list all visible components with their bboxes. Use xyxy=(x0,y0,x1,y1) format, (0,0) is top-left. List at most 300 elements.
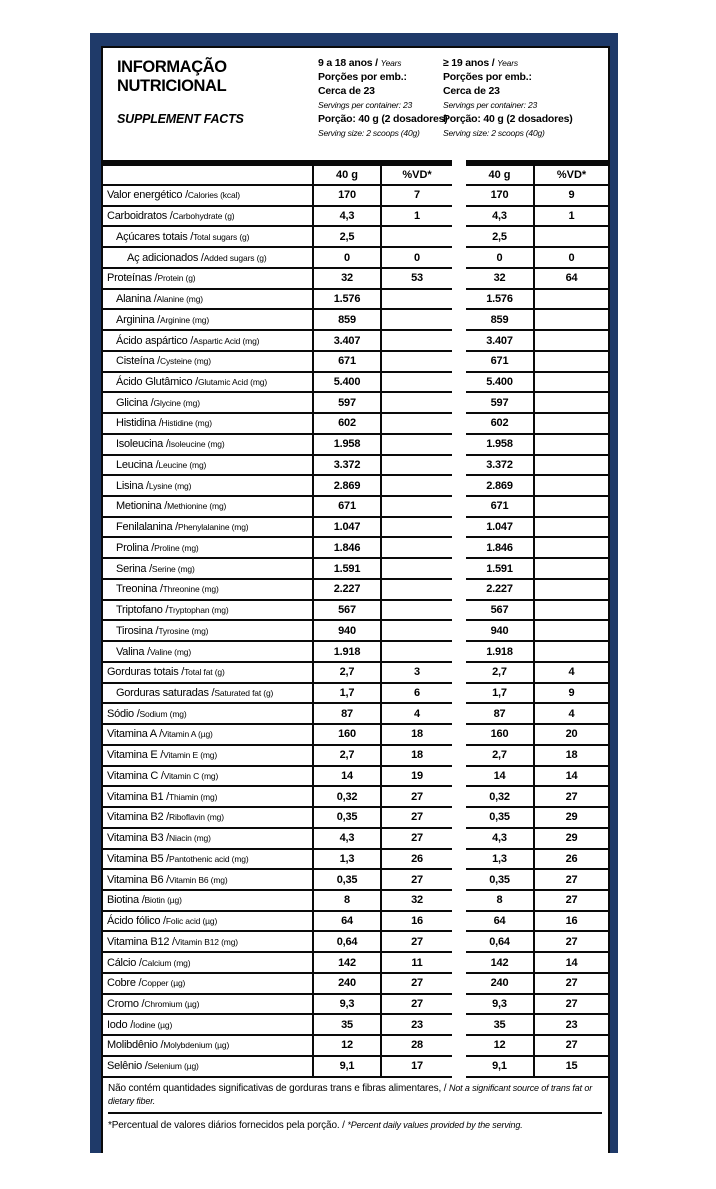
nutrient-name: Triptofano / Tryptophan (mg) xyxy=(103,601,314,622)
percent-dv-19plus: 20 xyxy=(535,725,608,746)
percent-dv-9-18: 27 xyxy=(382,995,452,1016)
nutrient-name: Ácido Glutâmico / Glutamic Acid (mg) xyxy=(103,373,314,394)
percent-dv-9-18 xyxy=(382,456,452,477)
column-gap xyxy=(452,870,466,891)
amount-per-40g-9-18: 87 xyxy=(314,704,382,725)
amount-per-40g-9-18: 940 xyxy=(314,621,382,642)
amount-per-40g-19plus: 160 xyxy=(466,725,535,746)
percent-dv-19plus: 1 xyxy=(535,207,608,228)
percent-dv-9-18 xyxy=(382,352,452,373)
nutrient-row xyxy=(103,373,608,394)
percent-dv-9-18: 27 xyxy=(382,829,452,850)
nutrient-row xyxy=(103,538,608,559)
nutrient-name: Vitamina B1 / Thiamin (mg) xyxy=(103,787,314,808)
column-gap xyxy=(452,290,466,311)
amount-per-40g-19plus: 1.576 xyxy=(466,290,535,311)
nutrient-row xyxy=(103,456,608,477)
percent-dv-9-18 xyxy=(382,621,452,642)
column-gap xyxy=(452,601,466,622)
percent-dv-19plus: 27 xyxy=(535,870,608,891)
nutrient-name: Molibdênio / Molybdenium (µg) xyxy=(103,1036,314,1057)
amount-per-40g-9-18: 3.372 xyxy=(314,456,382,477)
column-gap xyxy=(452,684,466,705)
percent-dv-9-18: 19 xyxy=(382,767,452,788)
percent-dv-19plus xyxy=(535,435,608,456)
column-gap xyxy=(452,160,466,186)
amount-per-40g-19plus: 940 xyxy=(466,621,535,642)
amount-per-40g-19plus: 0,64 xyxy=(466,932,535,953)
nutrient-name: Aç adicionados / Added sugars (g) xyxy=(103,248,314,269)
percent-dv-19plus xyxy=(535,290,608,311)
percent-dv-19plus xyxy=(535,414,608,435)
amount-per-40g-19plus: 671 xyxy=(466,497,535,518)
percent-dv-9-18: 27 xyxy=(382,974,452,995)
percent-dv-19plus: 4 xyxy=(535,704,608,725)
nutrient-row xyxy=(103,974,608,995)
amount-per-40g-19plus: 1.918 xyxy=(466,642,535,663)
percent-dv-9-18: 27 xyxy=(382,870,452,891)
amount-per-40g-19plus: 9,1 xyxy=(466,1057,535,1078)
percent-dv-9-18 xyxy=(382,227,452,248)
column-gap xyxy=(452,829,466,850)
column-gap xyxy=(452,974,466,995)
nutrient-name: Carboidratos / Carbohydrate (g) xyxy=(103,207,314,228)
percent-dv-9-18 xyxy=(382,393,452,414)
amount-per-40g-19plus: 2,7 xyxy=(466,663,535,684)
amount-per-40g-9-18: 0 xyxy=(314,248,382,269)
percent-dv-19plus: 27 xyxy=(535,787,608,808)
percent-dv-19plus: 14 xyxy=(535,953,608,974)
percent-dv-19plus xyxy=(535,456,608,477)
amount-per-40g-19plus: 14 xyxy=(466,767,535,788)
percent-dv-19plus: 27 xyxy=(535,891,608,912)
nutrient-row xyxy=(103,414,608,435)
percent-dv-9-18 xyxy=(382,373,452,394)
amount-per-40g-9-18: 9,3 xyxy=(314,995,382,1016)
col-header-amount-g1: 40 g xyxy=(314,160,382,186)
servings-line-en: Servings per container: 23 xyxy=(443,100,538,110)
nutrient-name: Ácido fólico / Folic acid (µg) xyxy=(103,912,314,933)
amount-per-40g-9-18: 240 xyxy=(314,974,382,995)
column-gap xyxy=(452,932,466,953)
amount-per-40g-19plus: 4,3 xyxy=(466,829,535,850)
nutrient-rows xyxy=(103,186,608,1078)
amount-per-40g-9-18: 2,5 xyxy=(314,227,382,248)
amount-per-40g-9-18: 0,35 xyxy=(314,870,382,891)
nutrient-row xyxy=(103,207,608,228)
nutrient-name: Isoleucina / Isoleucine (mg) xyxy=(103,435,314,456)
amount-per-40g-9-18: 859 xyxy=(314,310,382,331)
percent-dv-19plus xyxy=(535,393,608,414)
amount-per-40g-19plus: 8 xyxy=(466,891,535,912)
title-block xyxy=(117,58,244,126)
label-header xyxy=(103,48,608,160)
servings-line-2: Cerca de 23 xyxy=(443,85,500,97)
percent-dv-19plus xyxy=(535,580,608,601)
nutrient-name: Selênio / Selenium (µg) xyxy=(103,1057,314,1078)
amount-per-40g-9-18: 4,3 xyxy=(314,207,382,228)
amount-per-40g-19plus: 2,7 xyxy=(466,746,535,767)
amount-per-40g-19plus: 87 xyxy=(466,704,535,725)
nutrient-row xyxy=(103,704,608,725)
nutrient-name: Treonina / Threonine (mg) xyxy=(103,580,314,601)
amount-per-40g-19plus: 1.846 xyxy=(466,538,535,559)
percent-dv-9-18: 27 xyxy=(382,808,452,829)
column-gap xyxy=(452,995,466,1016)
servings-line-2: Cerca de 23 xyxy=(318,85,375,97)
column-gap xyxy=(452,642,466,663)
age-group-2-range-en: Years xyxy=(497,58,518,68)
percent-dv-19plus xyxy=(535,476,608,497)
amount-per-40g-9-18: 602 xyxy=(314,414,382,435)
amount-per-40g-9-18: 2.869 xyxy=(314,476,382,497)
percent-dv-19plus: 29 xyxy=(535,829,608,850)
nutrient-row xyxy=(103,684,608,705)
nutrient-row xyxy=(103,248,608,269)
amount-per-40g-9-18: 9,1 xyxy=(314,1057,382,1078)
percent-dv-9-18 xyxy=(382,414,452,435)
percent-dv-9-18 xyxy=(382,290,452,311)
nutrition-label-frame xyxy=(90,33,618,1153)
column-gap xyxy=(452,808,466,829)
amount-per-40g-9-18: 4,3 xyxy=(314,829,382,850)
column-gap xyxy=(452,227,466,248)
nutrient-name: Vitamina B6 / Vitamin B6 (mg) xyxy=(103,870,314,891)
column-gap xyxy=(452,518,466,539)
amount-per-40g-19plus: 0,32 xyxy=(466,787,535,808)
amount-per-40g-19plus: 12 xyxy=(466,1036,535,1057)
nutrient-row xyxy=(103,663,608,684)
percent-dv-19plus: 18 xyxy=(535,746,608,767)
nutrient-row xyxy=(103,621,608,642)
footnotes xyxy=(103,1078,608,1132)
percent-dv-9-18: 27 xyxy=(382,932,452,953)
percent-dv-9-18 xyxy=(382,476,452,497)
age-group-1-range-en: Years xyxy=(380,58,402,68)
nutrient-name: Vitamina C / Vitamin C (mg) xyxy=(103,767,314,788)
column-gap xyxy=(452,746,466,767)
amount-per-40g-9-18: 2.227 xyxy=(314,580,382,601)
percent-dv-9-18: 53 xyxy=(382,269,452,290)
percent-dv-19plus xyxy=(535,601,608,622)
percent-dv-19plus xyxy=(535,621,608,642)
percent-dv-19plus: 9 xyxy=(535,684,608,705)
amount-per-40g-9-18: 35 xyxy=(314,1015,382,1036)
amount-per-40g-9-18: 12 xyxy=(314,1036,382,1057)
percent-dv-9-18: 6 xyxy=(382,684,452,705)
amount-per-40g-19plus: 0,35 xyxy=(466,808,535,829)
column-gap xyxy=(452,435,466,456)
nutrient-name: Tirosina / Tyrosine (mg) xyxy=(103,621,314,642)
amount-per-40g-19plus: 1.591 xyxy=(466,559,535,580)
percent-dv-9-18: 28 xyxy=(382,1036,452,1057)
percent-dv-9-18: 16 xyxy=(382,912,452,933)
amount-per-40g-19plus: 3.407 xyxy=(466,331,535,352)
amount-per-40g-19plus: 0 xyxy=(466,248,535,269)
nutrient-name: Fenilalanina / Phenylalanine (mg) xyxy=(103,518,314,539)
age-group-2-info xyxy=(443,56,603,140)
percent-dv-9-18: 4 xyxy=(382,704,452,725)
column-gap xyxy=(452,850,466,871)
column-gap xyxy=(452,186,466,207)
nutrient-row xyxy=(103,186,608,207)
amount-per-40g-19plus: 2.869 xyxy=(466,476,535,497)
percent-dv-19plus xyxy=(535,559,608,580)
amount-per-40g-19plus: 32 xyxy=(466,269,535,290)
percent-dv-19plus: 15 xyxy=(535,1057,608,1078)
amount-per-40g-9-18: 1.846 xyxy=(314,538,382,559)
amount-per-40g-9-18: 142 xyxy=(314,953,382,974)
percent-dv-9-18: 27 xyxy=(382,787,452,808)
percent-dv-19plus xyxy=(535,518,608,539)
amount-per-40g-9-18: 5.400 xyxy=(314,373,382,394)
amount-per-40g-19plus: 5.400 xyxy=(466,373,535,394)
percent-dv-19plus: 4 xyxy=(535,663,608,684)
percent-dv-19plus: 9 xyxy=(535,186,608,207)
amount-per-40g-19plus: 859 xyxy=(466,310,535,331)
percent-dv-9-18 xyxy=(382,518,452,539)
nutrient-name: Cromo / Chromium (µg) xyxy=(103,995,314,1016)
percent-dv-9-18: 18 xyxy=(382,725,452,746)
nutrient-row xyxy=(103,580,608,601)
amount-per-40g-19plus: 602 xyxy=(466,414,535,435)
amount-per-40g-9-18: 64 xyxy=(314,912,382,933)
amount-per-40g-19plus: 35 xyxy=(466,1015,535,1036)
portion-line-en: Serving size: 2 scoops (40g) xyxy=(318,128,420,138)
nutrient-row xyxy=(103,227,608,248)
amount-per-40g-19plus: 3.372 xyxy=(466,456,535,477)
nutrient-name: Arginina / Arginine (mg) xyxy=(103,310,314,331)
column-gap xyxy=(452,891,466,912)
amount-per-40g-9-18: 14 xyxy=(314,767,382,788)
amount-per-40g-19plus: 0,35 xyxy=(466,870,535,891)
column-gap xyxy=(452,310,466,331)
amount-per-40g-9-18: 1.958 xyxy=(314,435,382,456)
nutrition-label xyxy=(101,46,610,1153)
nutrient-name: Vitamina A / Vitamin A (µg) xyxy=(103,725,314,746)
column-gap xyxy=(452,248,466,269)
column-gap xyxy=(452,1036,466,1057)
percent-dv-19plus: 27 xyxy=(535,932,608,953)
nutrient-name: Vitamina B5 / Pantothenic acid (mg) xyxy=(103,850,314,871)
column-gap xyxy=(452,767,466,788)
percent-dv-19plus: 27 xyxy=(535,974,608,995)
column-gap xyxy=(452,207,466,228)
nutrient-name: Proteínas / Protein (g) xyxy=(103,269,314,290)
percent-dv-19plus: 64 xyxy=(535,269,608,290)
nutrient-name: Açúcares totais / Total sugars (g) xyxy=(103,227,314,248)
nutrient-row xyxy=(103,850,608,871)
column-gap xyxy=(452,393,466,414)
servings-line-1: Porções por emb.: xyxy=(443,71,532,83)
amount-per-40g-9-18: 567 xyxy=(314,601,382,622)
amount-per-40g-19plus: 9,3 xyxy=(466,995,535,1016)
nutrient-row xyxy=(103,870,608,891)
percent-dv-9-18 xyxy=(382,310,452,331)
amount-per-40g-9-18: 1.591 xyxy=(314,559,382,580)
amount-per-40g-19plus: 1,3 xyxy=(466,850,535,871)
nutrient-row xyxy=(103,891,608,912)
nutrient-name: Ácido aspártico / Aspartic Acid (mg) xyxy=(103,331,314,352)
nutrient-row xyxy=(103,912,608,933)
amount-per-40g-19plus: 64 xyxy=(466,912,535,933)
percent-dv-19plus: 27 xyxy=(535,1036,608,1057)
percent-dv-19plus xyxy=(535,538,608,559)
column-header-row xyxy=(103,160,608,186)
nutrient-row xyxy=(103,642,608,663)
column-gap xyxy=(452,352,466,373)
nutrient-row xyxy=(103,1036,608,1057)
supplement-facts-subtitle: SUPPLEMENT FACTS xyxy=(117,112,244,126)
nutrient-row xyxy=(103,269,608,290)
nutrient-row xyxy=(103,331,608,352)
column-gap xyxy=(452,621,466,642)
amount-per-40g-19plus: 240 xyxy=(466,974,535,995)
percent-dv-19plus: 29 xyxy=(535,808,608,829)
percent-dv-19plus: 16 xyxy=(535,912,608,933)
amount-per-40g-9-18: 8 xyxy=(314,891,382,912)
column-gap xyxy=(452,456,466,477)
amount-per-40g-9-18: 1.918 xyxy=(314,642,382,663)
amount-per-40g-19plus: 1.958 xyxy=(466,435,535,456)
column-gap xyxy=(452,373,466,394)
percent-dv-9-18: 23 xyxy=(382,1015,452,1036)
nutrient-name: Vitamina B12 / Vitamin B12 (mg) xyxy=(103,932,314,953)
amount-per-40g-19plus: 567 xyxy=(466,601,535,622)
percent-dv-19plus xyxy=(535,373,608,394)
percent-dv-9-18: 1 xyxy=(382,207,452,228)
percent-dv-9-18: 7 xyxy=(382,186,452,207)
percent-dv-19plus: 23 xyxy=(535,1015,608,1036)
percent-dv-19plus: 26 xyxy=(535,850,608,871)
age-group-2-range: ≥ 19 anos / Years xyxy=(443,57,518,69)
percent-dv-9-18 xyxy=(382,580,452,601)
nutrient-row xyxy=(103,1057,608,1078)
nutrient-name: Gorduras saturadas / Saturated fat (g) xyxy=(103,684,314,705)
nutrient-row xyxy=(103,932,608,953)
percent-dv-9-18: 17 xyxy=(382,1057,452,1078)
nutrient-row xyxy=(103,310,608,331)
servings-line-1: Porções por emb.: xyxy=(318,71,407,83)
col-header-amount-g2: 40 g xyxy=(466,160,535,186)
column-gap xyxy=(452,580,466,601)
percent-dv-9-18: 11 xyxy=(382,953,452,974)
nutrient-row xyxy=(103,290,608,311)
amount-per-40g-19plus: 142 xyxy=(466,953,535,974)
column-gap xyxy=(452,559,466,580)
portion-line: Porção: 40 g (2 dosadores) xyxy=(318,113,448,125)
nutrient-row xyxy=(103,829,608,850)
percent-dv-19plus xyxy=(535,310,608,331)
amount-per-40g-9-18: 0,64 xyxy=(314,932,382,953)
label-title-line2: NUTRICIONAL xyxy=(117,77,227,95)
percent-dv-9-18 xyxy=(382,642,452,663)
nutrient-row xyxy=(103,746,608,767)
age-group-1-range: 9 a 18 anos / Years xyxy=(318,57,402,69)
nutrient-name: Gorduras totais / Total fat (g) xyxy=(103,663,314,684)
amount-per-40g-9-18: 2,7 xyxy=(314,663,382,684)
amount-per-40g-9-18: 170 xyxy=(314,186,382,207)
nutrient-row xyxy=(103,767,608,788)
percent-dv-19plus: 27 xyxy=(535,995,608,1016)
nutrient-name: Cisteína / Cysteine (mg) xyxy=(103,352,314,373)
amount-per-40g-9-18: 597 xyxy=(314,393,382,414)
footnote-no-significant-en: Not a significant source of trans fat or dietary fiber. xyxy=(108,1082,593,1106)
nutrient-name: Serina / Serine (mg) xyxy=(103,559,314,580)
nutrient-row xyxy=(103,725,608,746)
column-gap xyxy=(452,704,466,725)
percent-dv-19plus xyxy=(535,227,608,248)
column-gap xyxy=(452,663,466,684)
amount-per-40g-9-18: 3.407 xyxy=(314,331,382,352)
percent-dv-19plus xyxy=(535,497,608,518)
percent-dv-9-18: 3 xyxy=(382,663,452,684)
nutrient-name: Lisina / Lysine (mg) xyxy=(103,476,314,497)
column-gap xyxy=(452,787,466,808)
column-gap xyxy=(452,538,466,559)
nutrient-name: Alanina / Alanine (mg) xyxy=(103,290,314,311)
amount-per-40g-19plus: 1,7 xyxy=(466,684,535,705)
nutrient-row xyxy=(103,787,608,808)
nutrient-row xyxy=(103,953,608,974)
percent-dv-9-18 xyxy=(382,497,452,518)
amount-per-40g-9-18: 0,32 xyxy=(314,787,382,808)
nutrient-name: Biotina / Biotin (µg) xyxy=(103,891,314,912)
nutrient-name: Vitamina B2 / Riboflavin (mg) xyxy=(103,808,314,829)
amount-per-40g-9-18: 1,7 xyxy=(314,684,382,705)
amount-per-40g-9-18: 671 xyxy=(314,352,382,373)
column-gap xyxy=(452,912,466,933)
nutrient-name: Histidina / Histidine (mg) xyxy=(103,414,314,435)
percent-dv-9-18 xyxy=(382,538,452,559)
amount-per-40g-19plus: 1.047 xyxy=(466,518,535,539)
percent-dv-19plus xyxy=(535,642,608,663)
nutrient-row xyxy=(103,1015,608,1036)
nutrient-row xyxy=(103,352,608,373)
nutrient-name: Glicina / Glycine (mg) xyxy=(103,393,314,414)
percent-dv-19plus xyxy=(535,352,608,373)
percent-dv-19plus: 14 xyxy=(535,767,608,788)
nutrient-row xyxy=(103,808,608,829)
amount-per-40g-9-18: 1.576 xyxy=(314,290,382,311)
amount-per-40g-19plus: 170 xyxy=(466,186,535,207)
nutrient-row xyxy=(103,518,608,539)
nutrient-row xyxy=(103,393,608,414)
column-gap xyxy=(452,331,466,352)
nutrient-name: Valor energético / Calories (kcal) xyxy=(103,186,314,207)
footnote-no-significant: Não contém quantidades significativas de gorduras trans e fibras alimentares, / Not a significant source of trans fat or dietary fiber. xyxy=(108,1082,593,1106)
nutrient-name: Sódio / Sodium (mg) xyxy=(103,704,314,725)
amount-per-40g-9-18: 1,3 xyxy=(314,850,382,871)
percent-dv-9-18 xyxy=(382,435,452,456)
servings-line-en: Servings per container: 23 xyxy=(318,100,413,110)
amount-per-40g-9-18: 32 xyxy=(314,269,382,290)
amount-per-40g-9-18: 2,7 xyxy=(314,746,382,767)
col-header-dv-g2: %VD* xyxy=(535,160,608,186)
nutrient-name: Metionina / Methionine (mg) xyxy=(103,497,314,518)
column-gap xyxy=(452,476,466,497)
amount-per-40g-9-18: 0,35 xyxy=(314,808,382,829)
column-gap xyxy=(452,497,466,518)
nutrient-name: Leucina / Leucine (mg) xyxy=(103,456,314,477)
amount-per-40g-19plus: 671 xyxy=(466,352,535,373)
percent-dv-9-18: 0 xyxy=(382,248,452,269)
percent-dv-9-18: 32 xyxy=(382,891,452,912)
amount-per-40g-19plus: 2,5 xyxy=(466,227,535,248)
column-gap xyxy=(452,1057,466,1078)
column-gap xyxy=(452,1015,466,1036)
column-gap xyxy=(452,953,466,974)
